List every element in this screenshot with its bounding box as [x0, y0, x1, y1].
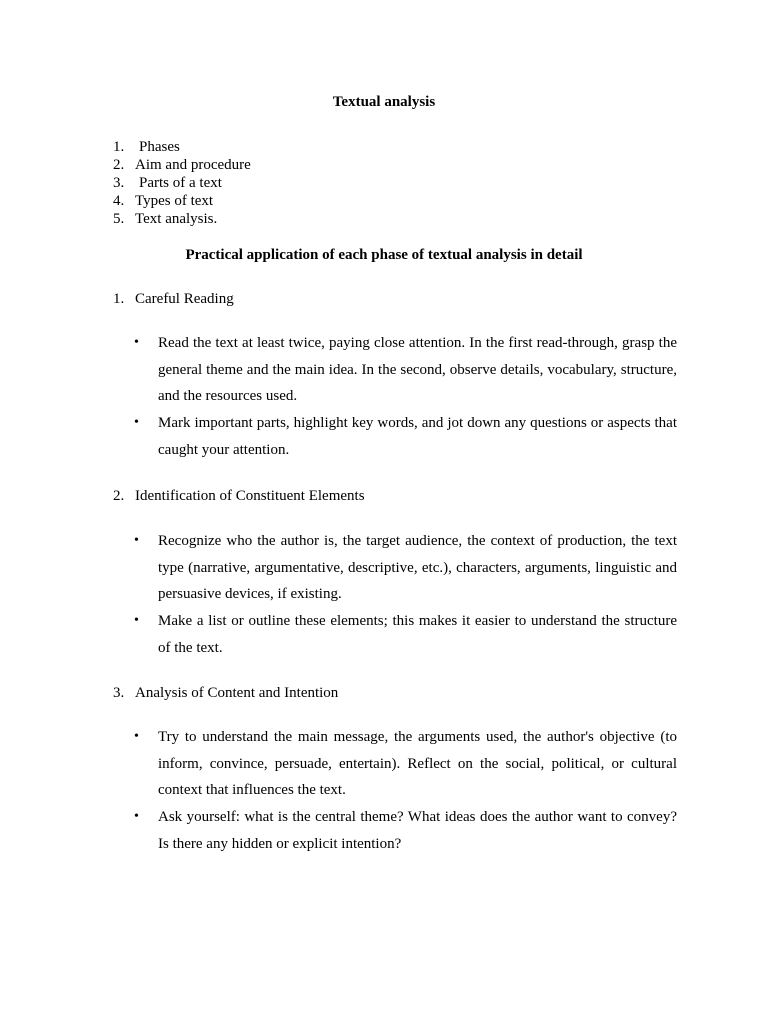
section-heading-text: Analysis of Content and Intention: [135, 685, 339, 701]
list-item: [113, 138, 251, 156]
bullet-icon: •: [134, 809, 139, 825]
list-item-text: Phases: [139, 139, 180, 155]
list-item: [113, 174, 251, 192]
bullet-list: [134, 330, 677, 464]
bullet-item: [134, 804, 677, 857]
bullet-text: Ask yourself: what is the central theme? What ideas does the author want to convey? Is there any hidden or explicit intention?: [158, 809, 677, 852]
bullet-item: [134, 410, 677, 463]
list-item: [113, 210, 251, 228]
bullet-list: [134, 528, 677, 662]
list-number: 4.: [113, 193, 125, 209]
list-item-text: Parts of a text: [139, 175, 222, 191]
bullet-text: Mark important parts, highlight key words, and jot down any questions or aspects that caught your attention.: [158, 415, 677, 458]
section-number: 2.: [113, 488, 125, 504]
bullet-item: [134, 528, 677, 608]
section-heading-text: Identification of Constituent Elements: [135, 488, 365, 504]
bullet-item: [134, 330, 677, 410]
bullet-icon: •: [134, 335, 139, 350]
bullet-item: [134, 608, 677, 661]
list-item: [113, 156, 251, 174]
section-heading-content-intention: [113, 684, 338, 702]
list-item-text: Text analysis.: [135, 211, 218, 227]
bullet-item: [134, 724, 677, 804]
list-number: 3.: [113, 175, 125, 191]
list-item-text: Aim and procedure: [135, 157, 251, 173]
section-number: 3.: [113, 685, 125, 701]
list-number: 2.: [113, 157, 125, 173]
bullet-text: Recognize who the author is, the target audience, the context of production, the text type (narrative, argumentative, descriptive, etc.), characters, arguments, linguistic and persuasive devices, if existing.: [158, 533, 677, 603]
bullet-text: Try to understand the main message, the arguments used, the author's objective (to inform, convince, persuade, entertain). Reflect on the social, political, or cultural context that influences the text.: [158, 729, 677, 799]
bullet-list: [134, 724, 677, 858]
document-title: Textual analysis: [332, 94, 436, 110]
section-number: 1.: [113, 291, 125, 307]
bullet-text: Read the text at least twice, paying close attention. In the first read-through, grasp the general theme and the main idea. In the second, observe details, vocabulary, structure, and the resources used.: [158, 335, 677, 405]
bullet-icon: •: [134, 415, 139, 431]
section-heading-constituent-elements: [113, 487, 365, 505]
phases-list: [113, 138, 251, 228]
list-item-text: Types of text: [135, 193, 214, 209]
list-number: 1.: [113, 139, 125, 155]
list-item: [113, 192, 251, 210]
section-heading-text: Careful Reading: [135, 291, 234, 307]
bullet-icon: •: [134, 533, 139, 548]
bullet-icon: •: [134, 729, 139, 744]
section-heading-careful-reading: [113, 290, 234, 308]
bullet-text: Make a list or outline these elements; this makes it easier to understand the structure of the text.: [158, 613, 677, 656]
bullet-icon: •: [134, 613, 139, 629]
list-number: 5.: [113, 211, 125, 227]
section-subtitle: Practical application of each phase of textual analysis in detail: [185, 247, 583, 263]
